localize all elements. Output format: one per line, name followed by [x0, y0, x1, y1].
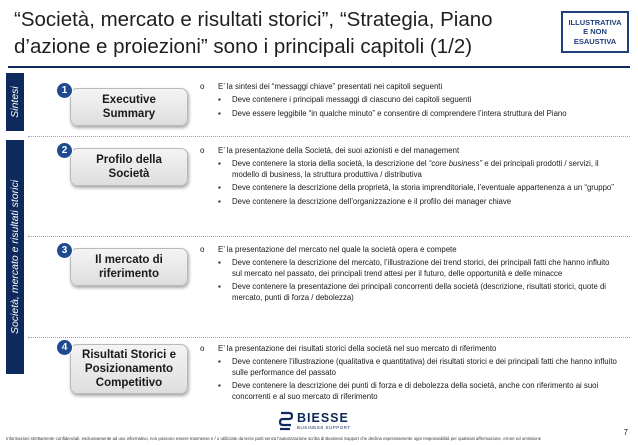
- lead-marker: o: [200, 344, 205, 353]
- logo-name: BIESSE: [297, 410, 349, 425]
- row-separator: [28, 337, 630, 338]
- bullet-text: Deve contenere l’illustrazione (qualitativa e quantitativa) dei risultati storici e dei principali fatti che hanno influito sulle performance del passato: [232, 357, 617, 377]
- lead-text: E’ la sintesi dei “messaggi chiave” presentati nei capitoli seguenti: [218, 82, 443, 91]
- bullet-marker: ▪: [218, 183, 221, 193]
- chapter-title-line: Profilo della: [96, 154, 162, 166]
- lead-marker: o: [200, 82, 205, 91]
- bullet-item: [200, 159, 620, 180]
- row-separator: [28, 136, 630, 137]
- title-divider: [8, 66, 630, 68]
- page-title: [14, 6, 554, 60]
- chapter-title-line: Competitivo: [95, 377, 163, 389]
- lead-item: [200, 82, 620, 92]
- sidebar-label-storia: Società, mercato e risultati storici: [9, 179, 21, 335]
- bullet-marker: ▪: [218, 95, 221, 105]
- bullet-marker: ▪: [218, 108, 221, 118]
- bullet-marker: ▪: [218, 196, 221, 206]
- bullet-marker: ▪: [218, 282, 221, 292]
- bullet-text: Deve contenere la descrizione del mercato, l’illustrazione dei trend storici, dei principali fatti che hanno influito sul mercato nel passato, dei principali trend attesi per il futuro, delle opportunità e delle minacce: [232, 258, 610, 278]
- bullet-text-italic: “core business”: [428, 159, 483, 169]
- bullet-item: [200, 109, 620, 119]
- chapter-description-4: [200, 344, 620, 405]
- chapter-number-1: 1: [56, 82, 73, 99]
- chapter-description-2: [200, 146, 620, 210]
- lead-item: [200, 146, 620, 156]
- chapter-description-1: [200, 82, 620, 122]
- lead-text: E’ la presentazione del mercato nel quale la società opera e compete: [218, 245, 457, 254]
- bullet-item: [200, 183, 620, 193]
- row-separator: [28, 236, 630, 237]
- illustrative-badge: [560, 10, 630, 54]
- bullet-marker: ▪: [218, 159, 221, 169]
- bullet-text: Deve contenere la storia della società, la descrizione del: [232, 159, 429, 169]
- bullet-text: e dei principali prodotti / servizi, il modello di business, la struttura produttiva / distributiva: [232, 159, 599, 179]
- badge-line-1: ILLUSTRATIVA: [568, 17, 622, 27]
- bullet-item: [200, 258, 620, 279]
- bullet-text: Deve contenere i principali messaggi di ciascuno dei capitoli seguenti: [232, 95, 472, 105]
- bullet-marker: ▪: [218, 357, 221, 367]
- bullet-text: Deve contenere la presentazione dei principali concorrenti della società (descrizione, risultati storici, quote di mercato, punti di forza / debolezza): [232, 282, 607, 302]
- lead-text: E’ la presentazione dei risultati storici della società nel suo mercato di riferimento: [218, 344, 497, 353]
- chapter-number-4: 4: [56, 339, 73, 356]
- lead-item: [200, 344, 620, 354]
- bullet-item: [200, 381, 620, 402]
- badge-line-3: ESAUSTIVA: [573, 36, 617, 46]
- page-title-line-1: “Società, mercato e risultati storici”, “Strategia, Piano: [14, 8, 493, 31]
- page-title-line-2: d’azione e proiezioni” sono i principali capitoli (1/2): [14, 35, 473, 58]
- badge-line-2: E NON: [583, 27, 607, 37]
- chapter-card-risultati-storici: [70, 344, 188, 394]
- chapter-number-2: 2: [56, 142, 73, 159]
- page-number: 7: [623, 428, 628, 437]
- biesse-logo: [278, 409, 351, 433]
- chapter-title-line: Executive: [102, 94, 156, 106]
- lead-text: E’ la presentazione della Società, dei suoi azionisti e del management: [218, 146, 460, 155]
- chapter-title-line: Risultati Storici e: [82, 349, 176, 361]
- chapter-card-mercato-riferimento: [70, 248, 188, 286]
- logo-subtitle: BUSINESS SUPPORT: [297, 424, 351, 430]
- sidebar-section-sintesi: [6, 73, 24, 131]
- chapter-description-3: [200, 245, 620, 306]
- chapter-card-executive-summary: [70, 88, 188, 126]
- chapter-title-line: riferimento: [98, 268, 160, 280]
- bullet-text: Deve contenere la descrizione della proprietà, la storia imprenditoriale, l’eventuale appartenenza a un “gruppo”: [232, 183, 614, 193]
- lead-marker: o: [200, 146, 205, 155]
- sidebar-section-storia: [6, 140, 24, 374]
- chapter-title-line: Società: [108, 168, 150, 180]
- bullet-item: [200, 282, 620, 303]
- bullet-marker: ▪: [218, 381, 221, 391]
- bullet-text: Deve contenere la descrizione dei punti di forza e di debolezza della società, anche con riferimento ai suoi concorrenti e al suo mercato di riferimento: [232, 381, 599, 401]
- bullet-marker: ▪: [218, 258, 221, 268]
- bullet-text: Deve essere leggibile “in qualche minuto” e consentire di comprendere l’intera struttura del Piano: [232, 108, 567, 118]
- sidebar-label-sintesi: Sintesi: [9, 86, 22, 118]
- bullet-item: [200, 357, 620, 378]
- bullet-item: [200, 95, 620, 105]
- bullet-item: [200, 197, 620, 207]
- biesse-logo-mark-icon: [278, 411, 294, 431]
- chapter-title-line: Summary: [102, 108, 156, 120]
- chapter-number-3: 3: [56, 242, 73, 259]
- bullet-text: Deve contenere la descrizione dell’organizzazione e il profilo dei manager chiave: [232, 196, 512, 206]
- lead-item: [200, 245, 620, 255]
- lead-marker: o: [200, 245, 205, 254]
- chapter-title-line: Il mercato di: [95, 254, 163, 266]
- chapter-card-profilo-societa: [70, 148, 188, 186]
- confidentiality-disclaimer: Informazioni strettamente confidenziali, esclusivamente ad uso informativo, non possono essere trasmesse e / o utilizzate da terze parti senza l’autorizzazione scritta di Business Support che declina espressamente ogni responsabilità per qualsiasi affermazione, errore ed omissione: [6, 436, 542, 441]
- chapter-title-line: Posizionamento: [84, 363, 174, 375]
